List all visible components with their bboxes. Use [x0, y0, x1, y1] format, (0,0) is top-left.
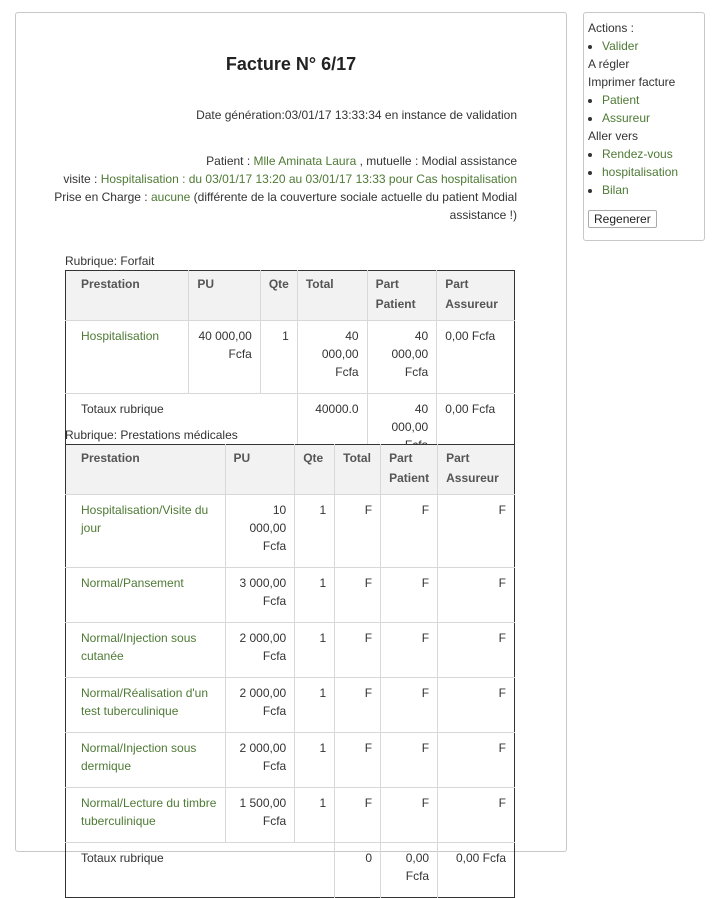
qte-cell: 1 — [295, 623, 335, 678]
total-cell: F — [335, 495, 381, 568]
totals-total: 40000.0 — [297, 394, 367, 467]
part-assureur-cell: F — [438, 568, 515, 623]
a-regler-label: A régler — [588, 57, 630, 71]
rubrique-forfait-label: Rubrique: Forfait — [65, 254, 155, 268]
table-header-row — [66, 271, 515, 321]
pu-cell: 40 000,00 Fcfa — [189, 321, 260, 394]
patient-block — [36, 152, 517, 224]
imprimer-label: Imprimer facture — [588, 75, 676, 89]
aller-vers-list — [588, 145, 700, 199]
actions-label: Actions : — [588, 21, 635, 35]
qte-cell: 1 — [295, 568, 335, 623]
part-patient-cell: F — [381, 568, 438, 623]
prestation-link[interactable]: Normal/Pansement — [81, 576, 184, 590]
table-row — [66, 568, 515, 623]
generation-label: Date génération: — [196, 108, 285, 122]
pu-cell: 1 500,00 Fcfa — [225, 788, 295, 843]
part-patient-cell: F — [381, 623, 438, 678]
col-pu: PU — [225, 445, 295, 495]
pu-cell: 3 000,00 Fcfa — [225, 568, 295, 623]
part-assureur-cell: F — [438, 623, 515, 678]
totals-label: Totaux rubrique — [66, 843, 335, 898]
list-item — [602, 181, 700, 199]
prestation-link[interactable]: Hospitalisation — [81, 329, 160, 343]
qte-cell: 1 — [295, 788, 335, 843]
table-row — [66, 788, 515, 843]
pu-cell: 2 000,00 Fcfa — [225, 733, 295, 788]
valider-link[interactable]: Valider — [602, 39, 639, 53]
col-part-patient: Part Patient — [381, 445, 438, 495]
pu-cell: 10 000,00 Fcfa — [225, 495, 295, 568]
generation-line — [196, 106, 517, 124]
col-part-assureur: Part Assureur — [437, 271, 515, 321]
totals-part-assureur: 0,00 Fcfa — [438, 843, 515, 898]
visite-label: visite : — [63, 172, 101, 186]
prestation-link[interactable]: Normal/Injection sous cutanée — [81, 631, 197, 663]
qte-cell: 1 — [295, 733, 335, 788]
part-assureur-cell: F — [438, 678, 515, 733]
table-row — [66, 678, 515, 733]
prestation-link[interactable]: Hospitalisation/Visite du jour — [81, 503, 209, 535]
part-patient-cell: F — [381, 495, 438, 568]
pu-cell: 2 000,00 Fcfa — [225, 623, 295, 678]
col-part-patient: Part Patient — [367, 271, 437, 321]
generation-value: 03/01/17 13:33:34 en instance de validation — [284, 108, 517, 122]
part-assureur-cell: 0,00 Fcfa — [437, 321, 515, 394]
totals-label: Totaux rubrique — [66, 394, 298, 467]
actions-sidebar — [583, 12, 705, 241]
list-item — [602, 109, 700, 127]
imprimer-list — [588, 91, 700, 127]
rdv-link[interactable]: Rendez-vous — [602, 147, 673, 161]
pec-note: (différente de la couverture sociale actuelle du patient Modial assistance !) — [190, 190, 517, 222]
col-pu: PU — [189, 271, 260, 321]
col-qte: Qte — [295, 445, 335, 495]
totals-total: 0 — [335, 843, 381, 898]
mutuelle-text: , mutuelle : Modial assistance — [356, 154, 517, 168]
patient-link[interactable]: Mlle Aminata Laura — [253, 154, 357, 168]
total-cell: F — [335, 623, 381, 678]
bilan-link[interactable]: Bilan — [602, 183, 629, 197]
total-cell: F — [335, 568, 381, 623]
col-qte: Qte — [260, 271, 297, 321]
table-row — [66, 733, 515, 788]
pec-link[interactable]: aucune — [150, 190, 191, 204]
totals-row — [66, 843, 515, 898]
qte-cell: 1 — [295, 678, 335, 733]
total-cell: F — [335, 678, 381, 733]
part-patient-cell: 40 000,00 Fcfa — [367, 321, 437, 394]
list-item — [602, 163, 700, 181]
pu-cell: 2 000,00 Fcfa — [225, 678, 295, 733]
pec-label: Prise en Charge : — [54, 190, 151, 204]
col-total: Total — [335, 445, 381, 495]
part-patient-cell: F — [381, 788, 438, 843]
total-cell: F — [335, 788, 381, 843]
col-part-assureur: Part Assureur — [438, 445, 515, 495]
actions-list — [588, 37, 700, 55]
part-patient-cell: F — [381, 733, 438, 788]
totals-part-assureur: 0,00 Fcfa — [437, 394, 515, 467]
patient-label: Patient : — [206, 154, 254, 168]
table-row — [66, 623, 515, 678]
invoice-title: Facture N° 6/17 — [225, 54, 357, 74]
col-prestation: Prestation — [66, 445, 226, 495]
table-header-row — [66, 445, 515, 495]
qte-cell: 1 — [295, 495, 335, 568]
visite-link[interactable]: Hospitalisation : du 03/01/17 13:20 au 03/01/17 13:33 pour Cas hospitalisation — [100, 172, 517, 186]
regenerer-button[interactable]: Regenerer — [588, 210, 657, 228]
prestation-link[interactable]: Normal/Injection sous dermique — [81, 741, 197, 773]
qte-cell: 1 — [260, 321, 297, 394]
rubrique-medical-label: Rubrique: Prestations médicales — [65, 428, 238, 442]
part-assureur-cell: F — [438, 733, 515, 788]
list-item — [602, 37, 700, 55]
medical-table — [65, 444, 515, 898]
part-assureur-cell: F — [438, 495, 515, 568]
hospitalisation-link[interactable]: hospitalisation — [602, 165, 679, 179]
list-item — [602, 91, 700, 109]
print-patient-link[interactable]: Patient — [602, 93, 640, 107]
table-row — [66, 495, 515, 568]
part-assureur-cell: F — [438, 788, 515, 843]
total-cell: 40 000,00 Fcfa — [297, 321, 367, 394]
total-cell: F — [335, 733, 381, 788]
aller-vers-label: Aller vers — [588, 129, 639, 143]
invoice-panel — [15, 12, 567, 883]
totals-part-patient: 40 000,00 — [367, 394, 437, 467]
col-total: Total — [297, 271, 367, 321]
list-item — [602, 145, 700, 163]
prestation-link[interactable]: Normal/Lecture du timbre tuberculinique — [81, 796, 217, 828]
totals-part-patient: 0,00 Fcfa — [381, 843, 438, 898]
print-assureur-link[interactable]: Assureur — [602, 111, 651, 125]
col-prestation: Prestation — [66, 271, 189, 321]
part-patient-cell: F — [381, 678, 438, 733]
prestation-link[interactable]: Normal/Réalisation d'un test tuberculinique — [81, 686, 209, 718]
table-row — [66, 321, 515, 394]
